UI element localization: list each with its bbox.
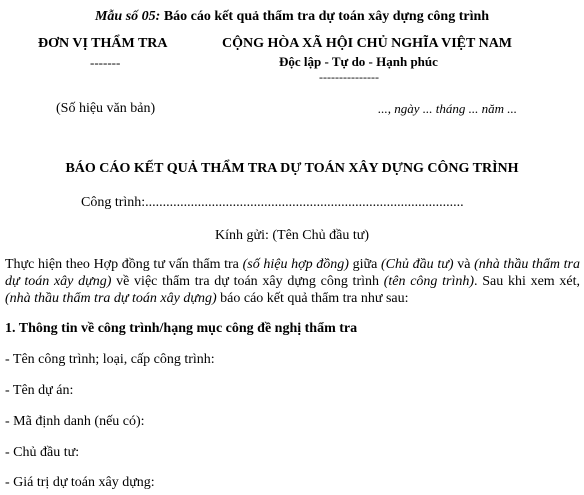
document-number: (Số hiệu văn bản) bbox=[56, 101, 156, 116]
form-title-text: Báo cáo kết quả thẩm tra dự toán xây dựng công trình bbox=[160, 9, 490, 24]
intro-contractor: (nhà thầu thẩm tra dự toán xây dựng) bbox=[5, 257, 580, 289]
org-divider: ------- bbox=[90, 55, 121, 70]
intro-contract-number: (số hiệu hợp đồng) bbox=[242, 257, 349, 272]
intro-text-2: giữa bbox=[348, 257, 381, 272]
section-1-heading: 1. Thông tin về công trình/hạng mục công đề nghị thẩm tra bbox=[5, 321, 358, 336]
field-project-name: - Tên dự án: bbox=[5, 383, 74, 398]
intro-project-name: (tên công trình) bbox=[383, 274, 475, 289]
field-investor: - Chủ đầu tư: bbox=[5, 445, 80, 460]
national-title: CỘNG HÒA XÃ HỘI CHỦ NGHĨA VIỆT NAM bbox=[222, 36, 513, 51]
intro-text-5: . Sau khi xem xét, bbox=[474, 274, 580, 289]
intro-text-6: báo cáo kết quả thẩm tra như sau: bbox=[216, 291, 409, 306]
org-name: ĐƠN VỊ THẨM TRA bbox=[38, 36, 168, 51]
recipient-line: Kính gửi: (Tên Chủ đầu tư) bbox=[215, 228, 369, 243]
form-number-label: Mẫu số 05: bbox=[94, 9, 161, 24]
field-project-name-type: - Tên công trình; loại, cấp công trình: bbox=[5, 352, 215, 367]
field-identifier: - Mã định danh (nếu có): bbox=[5, 414, 145, 429]
project-line: Công trình:........................................................................................... bbox=[81, 195, 464, 210]
intro-contractor-2: (nhà thầu thẩm tra dự toán xây dựng) bbox=[5, 291, 217, 306]
field-estimate-value: - Giá trị dự toán xây dựng: bbox=[5, 475, 155, 490]
intro-investor: (Chủ đầu tư) bbox=[381, 257, 454, 272]
intro-paragraph bbox=[5, 256, 580, 307]
intro-text-4: về việc thẩm tra dự toán xây dựng công trình bbox=[111, 274, 384, 289]
date-line: ..., ngày ... tháng ... năm ... bbox=[378, 101, 518, 116]
national-motto: Độc lập - Tự do - Hạnh phúc bbox=[279, 54, 438, 69]
motto-divider: --------------- bbox=[319, 70, 379, 84]
intro-text-1: Thực hiện theo Hợp đồng tư vấn thẩm tra bbox=[5, 257, 243, 272]
report-title: BÁO CÁO KẾT QUẢ THẨM TRA DỰ TOÁN XÂY DỰNG CÔNG TRÌNH bbox=[65, 161, 519, 176]
form-title bbox=[0, 9, 584, 25]
intro-text-3: và bbox=[453, 257, 475, 272]
